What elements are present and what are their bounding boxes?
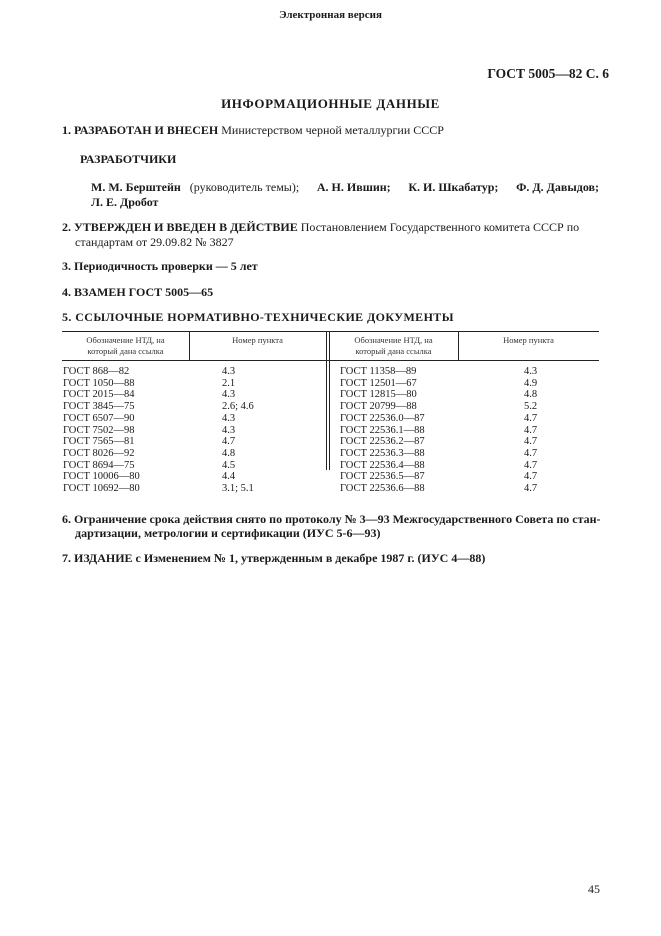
developer-2: А. Н. Ившин; [316,180,391,194]
right-point-cell: 4.7 [524,436,538,448]
right-point-cell: 4.8 [524,389,538,401]
col-header-doc-right-line2: который дана ссылка [355,346,432,356]
left-doc-cell: ГОСТ 8694—75 [63,459,135,471]
item-4: 4. ВЗАМЕН ГОСТ 5005—65 [62,285,214,299]
col-header-doc-left-line2: который дана ссылка [87,346,164,356]
item-3: 3. Периодичность проверки — 5 лет [62,259,258,273]
right-point-cell: 5.2 [524,401,538,413]
left-doc-cell: ГОСТ 7565—81 [63,436,135,448]
right-point-cell: 4.9 [524,377,538,389]
right-point-cell: 4.7 [524,483,538,494]
right-point-cell: 4.7 [524,424,538,436]
right-point-cell: 4.3 [524,366,538,377]
table-header-rule [62,360,599,361]
right-doc-cell: ГОСТ 22536.5—87 [340,471,425,483]
item-1-lead: 1. РАЗРАБОТАН И ВНЕСЕН [62,123,219,137]
page-number: 45 [588,882,600,896]
left-doc-cell: ГОСТ 868—82 [63,366,130,377]
item-2-text-1: Постановлением Государственного комитета СССР по [300,220,580,234]
left-point-cell: 4.8 [222,447,236,459]
col-header-doc-left [62,335,189,357]
right-point-cell: 4.7 [524,471,538,483]
right-doc-cell: ГОСТ 20799—88 [340,401,417,413]
right-doc-cell: ГОСТ 22536.4—88 [340,459,425,471]
right-point-cell: 4.7 [524,447,538,459]
references-table [62,331,599,494]
item-5: 5. ССЫЛОЧНЫЕ НОРМАТИВНО-ТЕХНИЧЕСКИЕ ДОКУМЕНТЫ [62,310,454,324]
left-point-cell: 4.3 [222,412,236,424]
right-doc-cell: ГОСТ 22536.0—87 [340,412,425,424]
col-header-doc-right-line1: Обозначение НТД, на [354,335,433,345]
right-doc-cell: ГОСТ 22536.1—88 [340,424,425,436]
right-doc-cell: ГОСТ 22536.2—87 [340,436,425,448]
left-point-cell: 3.1; 5.1 [222,483,254,494]
item-1 [62,122,444,138]
left-doc-cell: ГОСТ 3845—75 [63,401,135,413]
left-doc-cell: ГОСТ 10692—80 [63,483,140,494]
item-6-line-2: дартизации, метрологии и сертификации (ИУС 5-6—93) [75,526,381,540]
right-doc-cell: ГОСТ 22536.3—88 [340,447,425,459]
left-doc-cell: ГОСТ 8026—92 [63,447,135,459]
item-1-text: Министерством черной металлургии СССР [221,123,444,137]
left-doc-cell: ГОСТ 7502—98 [63,424,135,436]
developers-line [91,179,599,195]
left-point-cell: 2.6; 4.6 [222,401,254,413]
left-point-cell: 4.5 [222,459,236,471]
electronic-version-label: Электронная версия [279,9,382,21]
item-2-text-2: стандартам от 29.09.82 № 3827 [75,235,234,249]
col-header-point-right: Номер пункта [503,335,554,345]
table-middle-divider-a [326,331,327,470]
developer-4: Ф. Д. Давыдов; [516,180,599,194]
left-doc-cell: ГОСТ 2015—84 [63,389,135,401]
col-header-doc-right [329,335,458,357]
left-point-cell: 4.3 [222,366,236,377]
left-point-cell: 4.7 [222,436,236,448]
left-point-cell: 2.1 [222,377,236,389]
item-2-lead: 2. УТВЕРЖДЕН И ВВЕДЕН В ДЕЙСТВИЕ [62,220,298,234]
left-point-cell: 4.4 [222,471,236,483]
gost-page-reference: ГОСТ 5005—82 С. 6 [487,66,609,81]
right-doc-cell: ГОСТ 12815—80 [340,389,417,401]
developer-1-name: М. М. Берштейн [91,180,181,194]
col-header-doc-left-line1: Обозначение НТД, на [86,335,165,345]
right-doc-cell: ГОСТ 22536.6—88 [340,483,425,494]
right-doc-cell: ГОСТ 11358—89 [340,366,417,377]
developer-5: Л. Е. Дробот [91,195,159,209]
left-doc-cell: ГОСТ 10006—80 [63,471,140,483]
developer-3: К. И. Шкабатур; [408,180,499,194]
right-doc-cell: ГОСТ 12501—67 [340,377,417,389]
item-6-line-1: 6. Ограничение срока действия снято по протоколу № 3—93 Межгосударственного Совета по стан- [62,512,601,526]
left-doc-cell: ГОСТ 6507—90 [63,412,135,424]
col-header-point-left: Номер пункта [232,335,283,345]
right-point-cell: 4.7 [524,412,538,424]
item-7: 7. ИЗДАНИЕ с Изменением № 1, утвержденным в декабре 1987 г. (ИУС 4—88) [62,551,486,565]
right-point-cell: 4.7 [524,459,538,471]
page-title: ИНФОРМАЦИОННЫЕ ДАННЫЕ [221,96,440,111]
left-doc-cell: ГОСТ 1050—88 [63,377,135,389]
item-2-line-1 [62,219,602,235]
developer-1-role: (руководитель темы); [189,180,300,194]
left-point-cell: 4.3 [222,424,236,436]
table-top-rule [62,331,599,332]
developers-heading: РАЗРАБОТЧИКИ [80,152,177,166]
left-point-cell: 4.3 [222,389,236,401]
